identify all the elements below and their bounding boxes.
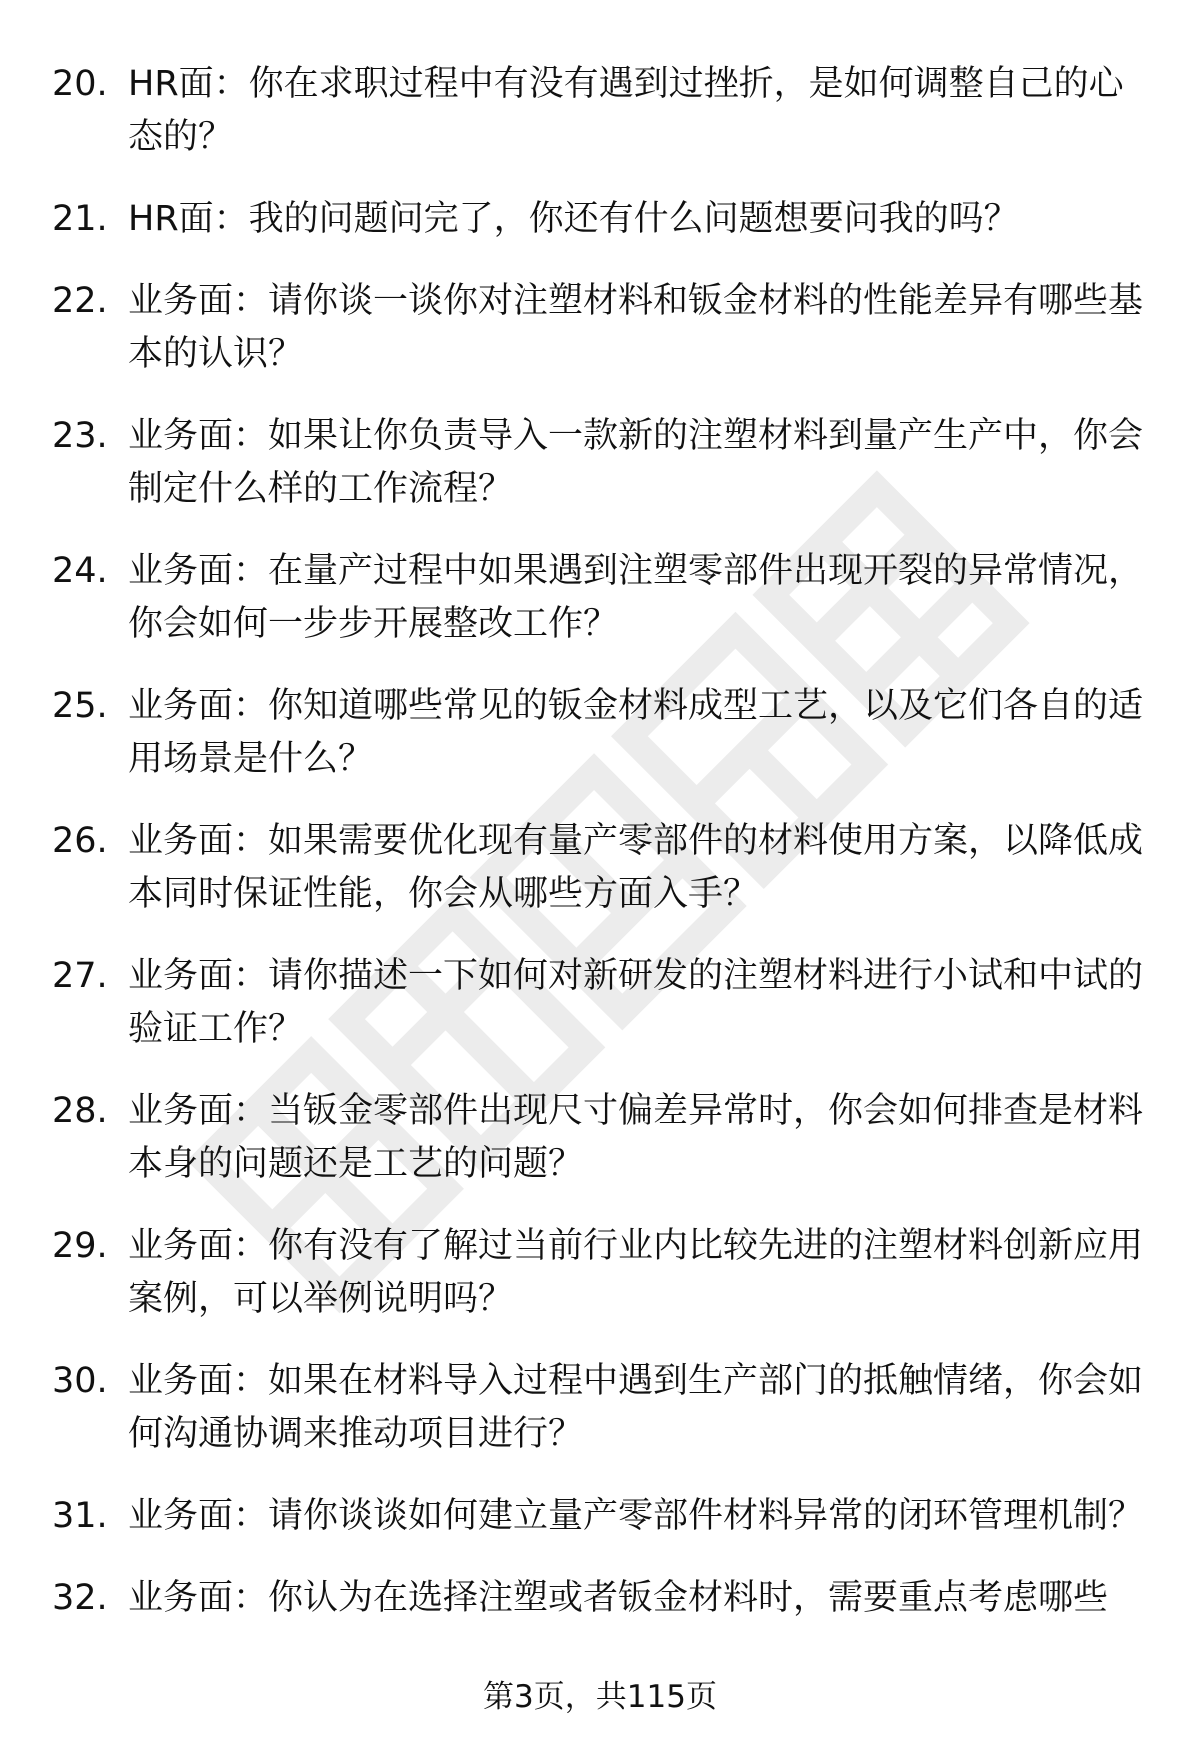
question-text: 业务面：如果让你负责导入一款新的注塑材料到量产生产中，你会制定什么样的工作流程？ bbox=[128, 416, 1144, 509]
question-text: HR面：我的问题问完了，你还有什么问题想要问我的吗？ bbox=[128, 199, 1019, 239]
list-item bbox=[52, 1085, 1157, 1191]
question-number: 24. bbox=[52, 551, 108, 591]
page-footer bbox=[0, 1676, 1200, 1718]
question-text: 业务面：请你谈谈如何建立量产零部件材料异常的闭环管理机制？ bbox=[128, 1496, 1144, 1536]
question-number: 20. bbox=[52, 64, 108, 104]
question-number: 31. bbox=[52, 1496, 108, 1536]
list-item bbox=[52, 1490, 1157, 1543]
list-item bbox=[52, 275, 1157, 381]
list-item bbox=[52, 58, 1157, 164]
question-number: 25. bbox=[52, 686, 108, 726]
question-number: 27. bbox=[52, 956, 108, 996]
question-text: 业务面：请你谈一谈你对注塑材料和钣金材料的性能差异有哪些基本的认识？ bbox=[128, 281, 1144, 374]
question-text: 业务面：如果在材料导入过程中遇到生产部门的抵触情绪，你会如何沟通协调来推动项目进行？ bbox=[128, 1361, 1144, 1454]
question-text: 业务面：你有没有了解过当前行业内比较先进的注塑材料创新应用案例，可以举例说明吗？ bbox=[128, 1226, 1144, 1319]
question-number: 26. bbox=[52, 821, 108, 861]
question-number: 22. bbox=[52, 281, 108, 321]
question-text: 业务面：请你描述一下如何对新研发的注塑材料进行小试和中试的验证工作？ bbox=[128, 956, 1144, 1049]
list-item bbox=[52, 815, 1157, 921]
question-text: 业务面：你认为在选择注塑或者钣金材料时，需要重点考虑哪些 bbox=[128, 1578, 1109, 1618]
question-number: 21. bbox=[52, 199, 108, 239]
list-item bbox=[52, 545, 1157, 651]
question-text: HR面：你在求职过程中有没有遇到过挫折，是如何调整自己的心态的？ bbox=[128, 64, 1124, 157]
question-text: 业务面：如果需要优化现有量产零部件的材料使用方案，以降低成本同时保证性能，你会从哪些方面入手？ bbox=[128, 821, 1144, 914]
list-item bbox=[52, 1355, 1157, 1461]
question-number: 30. bbox=[52, 1361, 108, 1401]
list-item bbox=[52, 1220, 1157, 1326]
question-number: 32. bbox=[52, 1578, 108, 1618]
list-item bbox=[52, 950, 1157, 1056]
list-item bbox=[52, 1572, 1157, 1625]
question-text: 业务面：你知道哪些常见的钣金材料成型工艺，以及它们各自的适用场景是什么？ bbox=[128, 686, 1144, 779]
question-text: 业务面：在量产过程中如果遇到注塑零部件出现开裂的异常情况，你会如何一步步开展整改工作？ bbox=[128, 551, 1144, 644]
question-text: 业务面：当钣金零部件出现尺寸偏差异常时，你会如何排查是材料本身的问题还是工艺的问题？ bbox=[128, 1091, 1144, 1184]
question-number: 23. bbox=[52, 416, 108, 456]
question-number: 28. bbox=[52, 1091, 108, 1131]
list-item bbox=[52, 410, 1157, 516]
list-item bbox=[52, 680, 1157, 786]
question-list bbox=[52, 58, 1157, 1654]
list-item bbox=[52, 193, 1157, 246]
question-number: 29. bbox=[52, 1226, 108, 1266]
page-number-label: 第3页，共115页 bbox=[483, 1679, 717, 1715]
